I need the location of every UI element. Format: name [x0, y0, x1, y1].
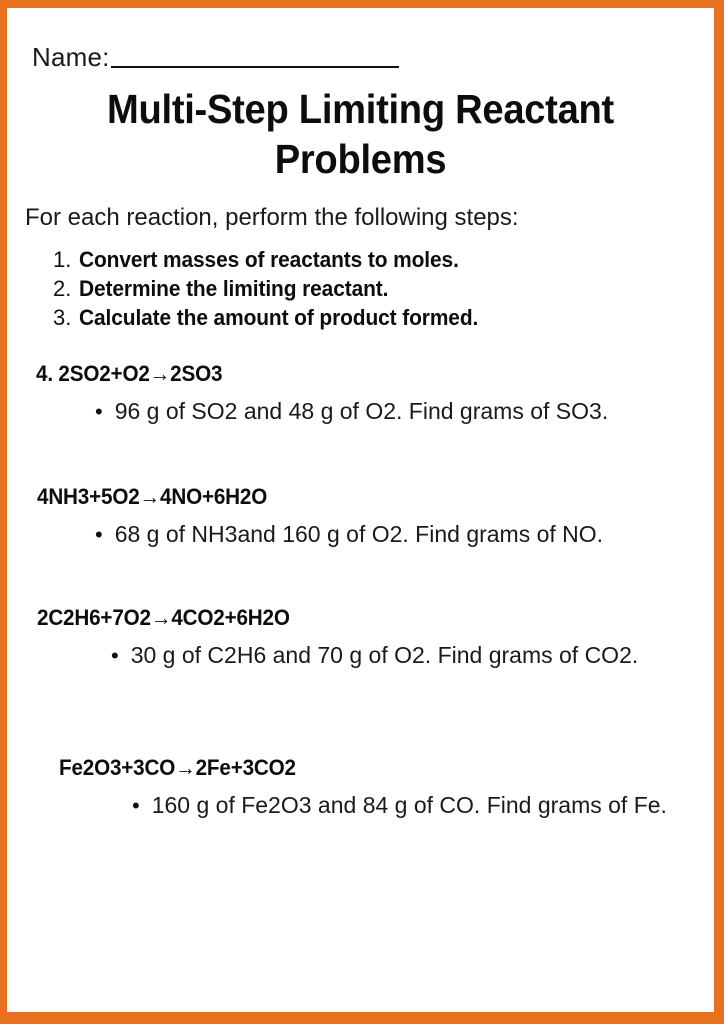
step-text: Determine the limiting reactant. [79, 275, 389, 301]
problem-equation: Fe2O3+3CO→2Fe+3CO2 [59, 755, 296, 781]
step-text: Calculate the amount of product formed. [79, 304, 479, 330]
name-label: Name: [32, 42, 110, 72]
step-number: 1. [53, 246, 72, 272]
instruction-step [53, 305, 714, 331]
problem-item [7, 605, 714, 670]
step-text: Convert masses of reactants to moles. [79, 246, 459, 272]
step-number: 2. [53, 275, 72, 301]
instructions-lead-in: For each reaction, perform the following steps: [25, 204, 519, 232]
problem-prompt: 160 g of Fe2O3 and 84 g of CO. Find grams of Fe. [151, 792, 667, 819]
problem-prompt-row [95, 520, 714, 549]
problem-equation: 4NH3+5O2→4NO+6H2O [37, 483, 268, 509]
bullet-icon: • [95, 398, 103, 424]
step-number: 3. [53, 304, 72, 330]
instruction-steps-list [7, 247, 714, 331]
bullet-icon: • [132, 793, 140, 819]
problem-prompt: 30 g of C2H6 and 70 g of O2. Find grams of CO2. [130, 642, 639, 669]
page-title: Multi-Step Limiting Reactant Problems [107, 86, 614, 183]
problem-equation: 4. 2SO2+O2→2SO3 [36, 360, 223, 386]
name-field-row [7, 8, 714, 70]
bullet-icon: • [95, 521, 103, 547]
problem-prompt-row [111, 641, 714, 670]
problem-prompt-row [95, 397, 714, 426]
problem-item [7, 484, 714, 549]
problem-prompt-row [132, 791, 714, 820]
name-write-in-line[interactable] [111, 66, 399, 68]
instruction-step [53, 276, 714, 302]
bullet-icon: • [111, 643, 119, 669]
worksheet-page [7, 8, 714, 1012]
problem-item [7, 755, 714, 820]
problem-prompt: 68 g of NH3and 160 g of O2. Find grams of NO. [114, 520, 604, 547]
problem-item [7, 361, 714, 426]
instruction-step [53, 247, 714, 273]
problem-equation: 2C2H6+7O2→4CO2+6H2O [37, 605, 290, 631]
problems-list [7, 361, 714, 820]
problem-prompt: 96 g of SO2 and 48 g of O2. Find grams of SO3. [114, 397, 609, 424]
